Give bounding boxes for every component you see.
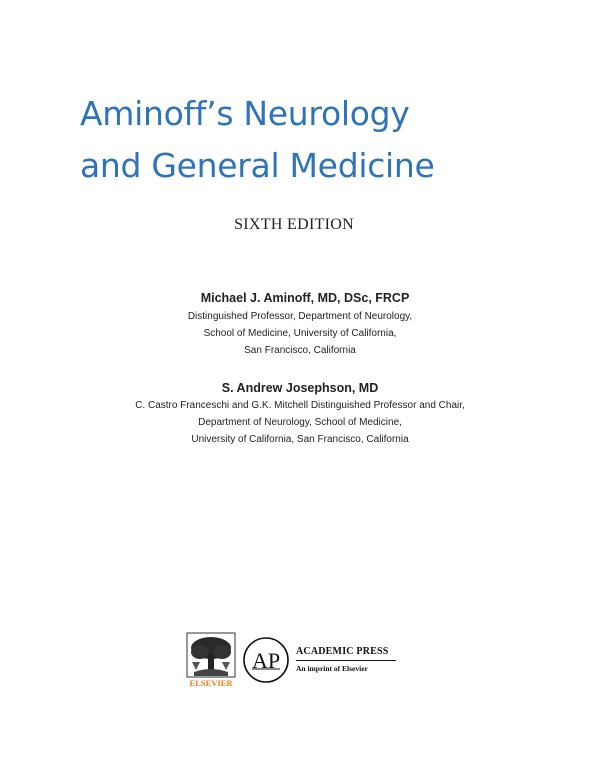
book-title-line-1: Aminoff’s Neurology [80,94,410,133]
publisher-subtitle: An imprint of Elsevier [296,664,368,673]
academic-press-text [296,646,396,673]
ap-logo-letters: AP [251,648,281,673]
author-name: Michael J. Aminoff, MD, DSc, FRCP [200,291,410,305]
author-affiliation-line: San Francisco, California [244,345,356,356]
publisher-name: ACADEMIC PRESS [296,646,389,657]
author-block-2 [0,381,600,448]
publisher-divider [296,660,396,661]
book-title [80,88,550,192]
book-title-line-2: and General Medicine [80,146,435,185]
author-affiliation-line: C. Castro Franceschi and G.K. Mitchell Distinguished Professor and Chair, [135,400,465,411]
publisher-block [186,632,446,692]
academic-press-logo-icon [242,636,290,684]
author-affiliation-line: Distinguished Professor, Department of Neurology, [187,311,413,322]
author-block-1 [0,291,600,359]
author-name: S. Andrew Josephson, MD [221,381,379,395]
edition-label: SIXTH EDITION [234,216,354,233]
author-affiliation-line: Department of Neurology, School of Medicine, [198,417,402,428]
author-affiliation-line: School of Medicine, University of California, [203,328,397,339]
author-affiliation-line: University of California, San Francisco, California [191,434,409,445]
elsevier-wordmark: ELSEVIER [189,678,233,688]
